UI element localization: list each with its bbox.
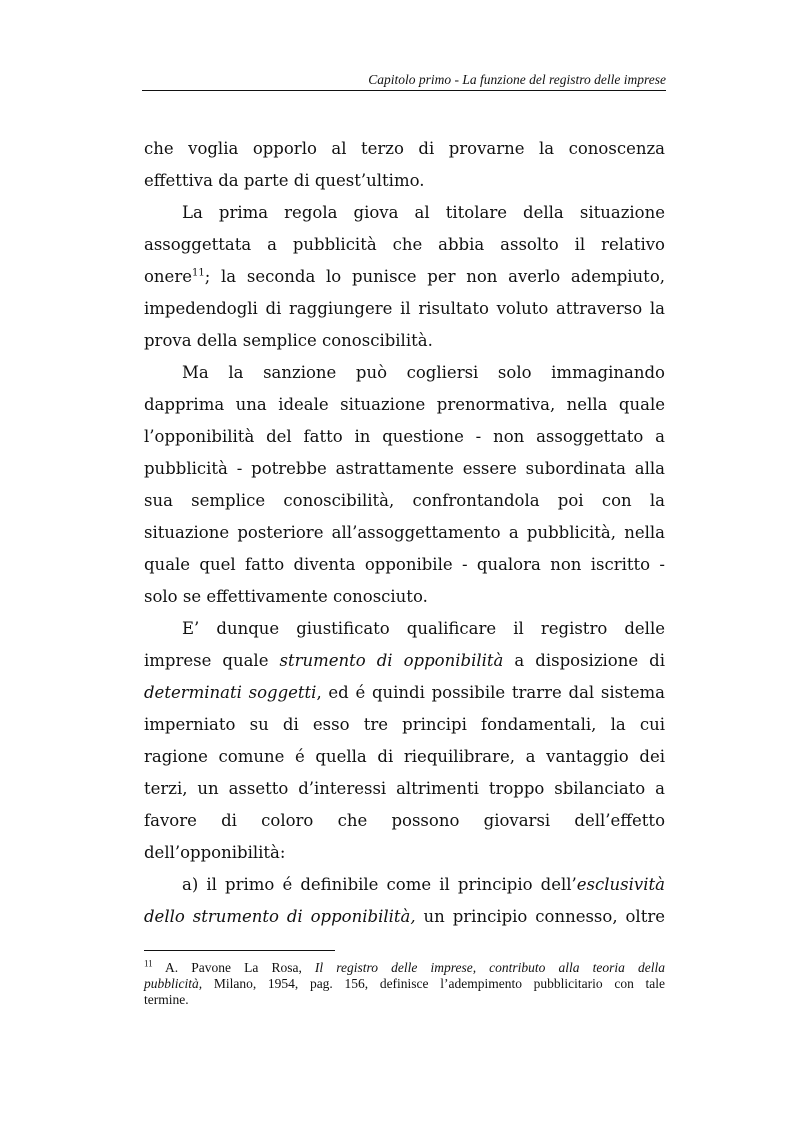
text-line: quale quel fatto diventa opponibile - qualora non iscritto - (144, 555, 665, 574)
text-line: impedendogli di raggiungere il risultato voluto attraverso la (144, 299, 665, 318)
text-line: che voglia opporlo al terzo di provarne la conoscenza (144, 139, 665, 158)
text-line: La prima regola giova al titolare della situazione (182, 203, 665, 222)
running-header: Capitolo primo - La funzione del registro delle imprese (368, 72, 666, 87)
text-line: dello strumento di opponibilità, un principio connesso, oltre (144, 907, 665, 926)
footnote-reference: 11 (191, 267, 205, 279)
footnote-number: 11 (144, 958, 153, 969)
text-line: prova della semplice conoscibilità. (144, 331, 433, 350)
text-line: a) il primo é definibile come il principio dell’esclusività (182, 875, 665, 894)
text-line: l’opponibilità del fatto in questione - non assoggettato a (144, 427, 665, 446)
text-line: dell’opponibilità: (144, 843, 286, 862)
text-line: solo se effettivamente conosciuto. (144, 587, 428, 606)
text-line: sua semplice conoscibilità, confrontandola poi con la (144, 491, 665, 510)
footnote-line: termine. (144, 992, 189, 1007)
text-line: assoggettata a pubblicità che abbia assolto il relativo (144, 235, 665, 254)
text-line: effettiva da parte di quest’ultimo. (144, 171, 425, 190)
text-line: terzi, un assetto d’interessi altrimenti troppo sbilanciato a (144, 779, 665, 798)
footnote-line: $^{11}$ A. Pavone La Rosa, Il registro delle imprese, contributo alla teoria della (144, 958, 665, 975)
text-line: favore di coloro che possono giovarsi dell’effetto (144, 811, 665, 830)
header-rule (142, 90, 666, 91)
text-line: ragione comune é quella di riequilibrare, a vantaggio dei (144, 747, 665, 766)
text-line: pubblicità - potrebbe astrattamente essere subordinata alla (144, 459, 665, 478)
footnote-line: pubblicità, Milano, 1954, pag. 156, definisce l’adempimento pubblicitario con tale (144, 976, 665, 991)
text-line: Ma la sanzione può cogliersi solo immaginando (182, 363, 665, 382)
footnote-rule (144, 950, 335, 951)
text-line: E’ dunque giustificato qualificare il registro delle (182, 619, 665, 638)
text-line: dapprima una ideale situazione prenormativa, nella quale (144, 395, 665, 414)
text-line: situazione posteriore all’assoggettamento a pubblicità, nella (144, 523, 665, 542)
text-line: onere$^{11}$; la seconda lo punisce per non averlo adempiuto, (144, 267, 665, 286)
text-line: imprese quale strumento di opponibilità a disposizione di (144, 651, 665, 670)
text-line: imperniato su di esso tre principi fondamentali, la cui (144, 715, 665, 734)
text-line: determinati soggetti, ed é quindi possibile trarre dal sistema (144, 683, 665, 702)
